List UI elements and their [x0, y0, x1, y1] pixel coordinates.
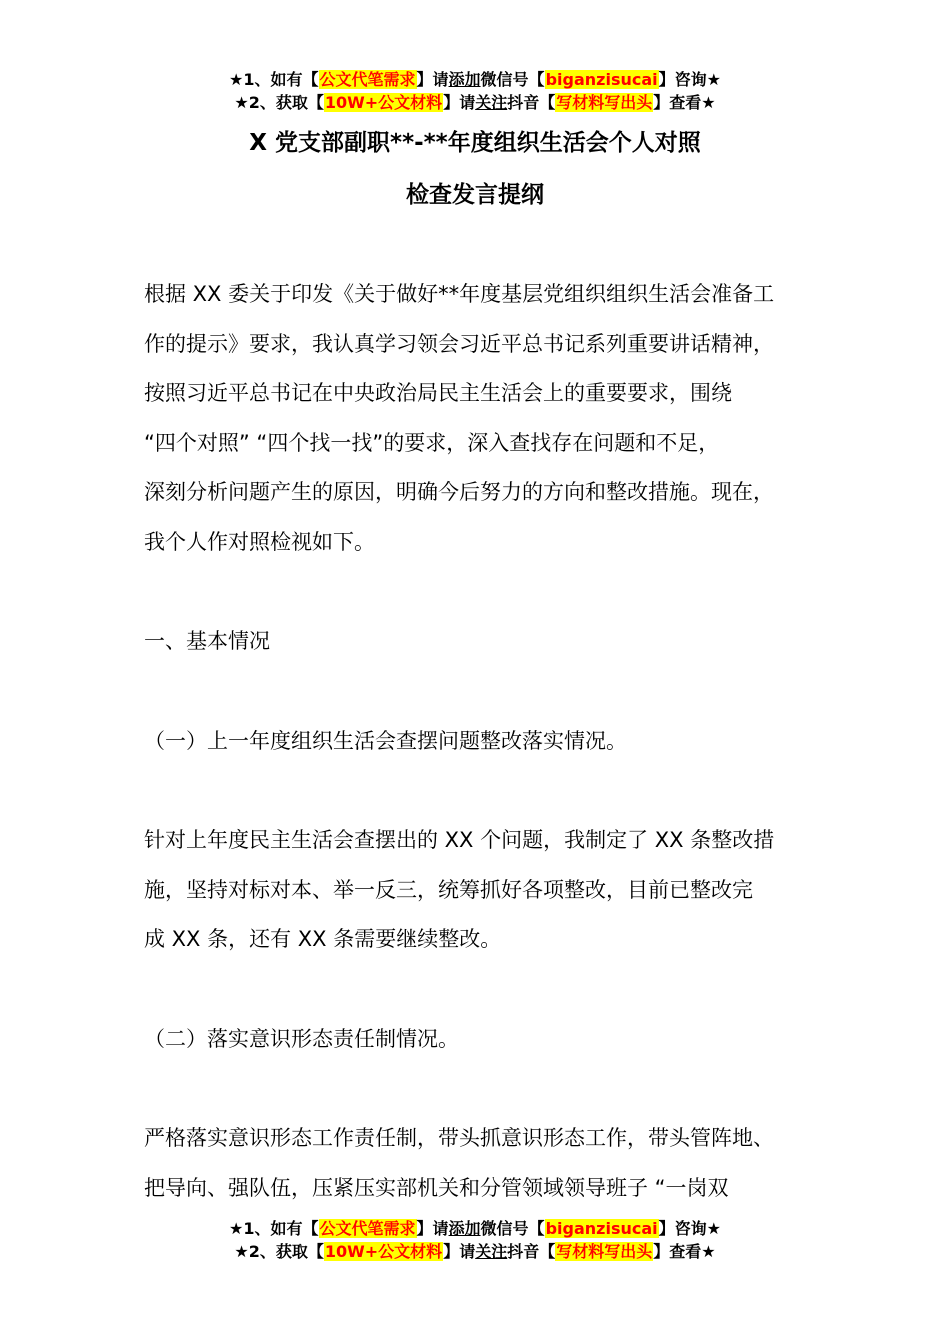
promo-line-2: ★2、获取【10W+公文材料】请关注抖音【写材料写出头】查看★: [234, 1242, 716, 1261]
promo-line-1: ★1、如有【公文代笔需求】请添加微信号【biganzisucai】咨询★: [229, 70, 721, 89]
document-title-line-2: 检查发言提纲: [406, 182, 544, 208]
footer-promo-banner: [0, 1217, 950, 1263]
header-promo-banner: [0, 68, 950, 114]
intro-paragraph: 根据 XX 委关于印发《关于做好**年度基层党组织组织生活会准备工 作的提示》要求，我认真学习领会习近平总书记系列重要讲话精神， 按照习近平总书记在中央政治局民主生活会上的重要要求，围绕 “四个对照” “四个找一找”的要求，深入查找存在问题和不足， 深刻分析问题产生的原因，明确今后努力的方向和整改措施。现在， 我个人作对照检视如下。: [144, 282, 775, 554]
promo-line-2: ★2、获取【10W+公文材料】请关注抖音【写材料写出头】查看★: [234, 93, 716, 112]
highlight-douyin-id: 写材料写出头: [556, 1242, 653, 1261]
section-heading-basic: 一、基本情况: [144, 629, 270, 653]
promo-line-1: ★1、如有【公文代笔需求】请添加微信号【biganzisucai】咨询★: [229, 1219, 721, 1238]
highlight-materials: 10W+公文材料: [324, 93, 443, 112]
highlight-wechat-id: biganzisucai: [545, 1219, 658, 1238]
highlight-service: 公文代笔需求: [319, 70, 416, 89]
subheading-ideology: （二）落实意识形态责任制情况。: [144, 1027, 459, 1051]
highlight-douyin-id: 写材料写出头: [556, 93, 653, 112]
subheading-rectification: （一）上一年度组织生活会查摆问题整改落实情况。: [144, 729, 627, 753]
rectification-paragraph: 针对上年度民主生活会查摆出的 XX 个问题，我制定了 XX 条整改措 施，坚持对标对本、举一反三，统筹抓好各项整改，目前已整改完 成 XX 条，还有 XX 条需要继续整改。: [144, 828, 775, 951]
highlight-service: 公文代笔需求: [319, 1219, 416, 1238]
highlight-wechat-id: biganzisucai: [545, 70, 658, 89]
document-title-line-1: X 党支部副职**-**年度组织生活会个人对照: [249, 130, 701, 156]
ideology-paragraph: 严格落实意识形态工作责任制，带头抓意识形态工作，带头管阵地、 把导向、强队伍，压紧压实部机关和分管领域领导班子 “一岗双: [144, 1126, 774, 1200]
highlight-materials: 10W+公文材料: [324, 1242, 443, 1261]
